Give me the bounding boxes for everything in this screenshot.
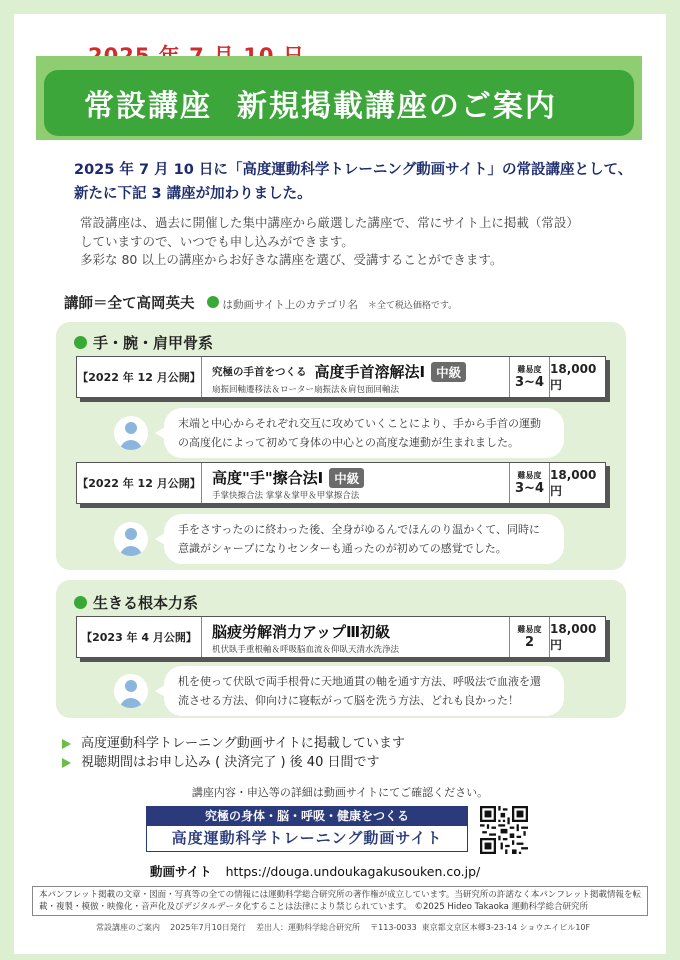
testimonial-bubble: 手をさすったのに終わった後、全身がゆるんでほんのり温かくて、同時に意識がシャープになりセンターも通ったのが初めての感覚でした。 — [164, 514, 564, 564]
category-bullet-icon — [74, 336, 87, 349]
info-bullets — [62, 734, 405, 772]
site-url-row — [150, 862, 480, 880]
level-badge: 中級 — [431, 362, 466, 382]
category-bullet-icon — [207, 296, 219, 308]
difficulty-value: 3~4 — [515, 481, 544, 496]
detail-note: 講座内容・申込等の詳細は動画サイトにてご確認ください。 — [191, 786, 489, 799]
description-line: 多彩な 80 以上の講座からお好きな講座を選び、受講することができます。 — [80, 252, 503, 267]
difficulty-value: 2 — [524, 635, 535, 650]
course-main — [202, 463, 510, 503]
course-title: 高度"手"擦合法Ⅰ — [212, 469, 324, 487]
description — [80, 214, 620, 270]
bullet-item: 高度運動科学トレーニング動画サイトに掲載しています — [62, 734, 405, 753]
testimonial — [114, 514, 564, 564]
difficulty — [510, 463, 550, 503]
testimonial — [114, 666, 564, 716]
page-title: 常設講座 新規掲載講座のご案内 — [84, 89, 557, 124]
course-subtitle: 机伏臥手重根軸＆呼吸脳血流＆仰臥天清水洗浄法 — [212, 645, 400, 655]
difficulty-label: 難易度 — [517, 625, 542, 634]
copyright-notice: 本パンフレット掲載の文章・図面・写真等の全ての情報には運動科学総合研究所の著作権が成立しています。当研究所の許諾なく本パンフレット掲載情報を転載・複製・模倣・映像化・音声化及びデジタルデータ化することは法律により禁じられています。 ©2025 Hideo Takaoka 運動科学総合研究所 — [32, 886, 648, 916]
title-banner — [44, 70, 634, 136]
course-card[interactable] — [76, 616, 606, 658]
site-logo-box[interactable] — [146, 806, 468, 852]
difficulty-label: 難易度 — [517, 471, 542, 480]
description-line: していますので、いつでも申し込みができます。 — [80, 233, 354, 249]
site-name: 高度運動科学トレーニング動画サイト — [171, 829, 443, 847]
course-price: 18,000 円 — [550, 467, 597, 498]
user-avatar-icon — [114, 674, 148, 708]
qr-code-icon[interactable] — [480, 806, 528, 854]
course-price: 18,000 円 — [550, 361, 597, 392]
testimonial — [114, 408, 564, 458]
testimonial-bubble: 机を使って伏臥で両手根骨に天地通貫の軸を通す方法、呼吸法で血液を還流させる方法、仰向けに寝転がって脳を洗う方法、どれも良かった！ — [164, 666, 564, 716]
category-panel — [56, 322, 626, 570]
lead-text: 2025 年 7 月 10 日に「高度運動科学トレーニング動画サイト」の常設講座として、新たに下記 3 講座が加わりました。 — [74, 162, 633, 202]
tax-note: ＊全て税込価格です。 — [367, 301, 458, 311]
course-published: 【2023 年 4 月公開】 — [77, 617, 202, 657]
site-url-label: 動画サイト — [150, 864, 212, 879]
user-avatar-icon — [114, 416, 148, 450]
course-price: 18,000 円 — [550, 621, 597, 652]
site-url-link[interactable]: https://douga.undoukagakusouken.co.jp/ — [225, 864, 481, 879]
course-subtitle: 扇振回軸遷移法＆ローター扇振法＆肩包面回軸法 — [212, 385, 400, 395]
course-title: 高度手首溶解法Ⅰ — [314, 363, 426, 381]
course-main — [202, 357, 510, 397]
course-title: 脳疲労解消力アップⅢ初級 — [212, 623, 391, 641]
footer-info: 常設講座のご案内 2025年7月10日発行 差出人：運動科学総合研究所 〒113-0033 東京都文京区本郷3-23-14 ショウエイビル10F — [96, 923, 591, 932]
difficulty — [510, 617, 550, 657]
triangle-bullet-icon — [62, 739, 71, 749]
difficulty-label: 難易度 — [517, 365, 542, 374]
difficulty — [510, 357, 550, 397]
difficulty-value: 3~4 — [515, 375, 544, 390]
site-tagline: 究極の身体・脳・呼吸・健康をつくる — [147, 807, 467, 826]
course-card[interactable] — [76, 462, 606, 504]
category-bullet-icon — [74, 596, 87, 609]
course-main — [202, 617, 510, 657]
course-published: 【2022 年 12 月公開】 — [77, 357, 202, 397]
course-subtitle: 手掌快擦合法 掌掌＆掌甲＆甲掌擦合法 — [212, 491, 360, 501]
category-title: 手・腕・肩甲骨系 — [74, 332, 213, 353]
bullet-item: 視聴期間はお申し込み ( 決済完了 ) 後 40 日間です — [62, 753, 405, 772]
instructor-row — [64, 292, 457, 313]
user-avatar-icon — [114, 522, 148, 556]
category-note: は動画サイト上のカテゴリ名 — [222, 299, 358, 311]
category-title: 生きる根本力系 — [74, 592, 198, 613]
category-panel — [56, 580, 626, 718]
course-card[interactable] — [76, 356, 606, 398]
level-badge: 中級 — [329, 468, 364, 488]
testimonial-bubble: 末端と中心からそれぞれ交互に攻めていくことにより、手から手首の運動の高度化によって初めて身体の中心との高度な連動が生まれました。 — [164, 408, 564, 458]
triangle-bullet-icon — [62, 758, 71, 768]
instructor-name: 講師＝全て高岡英夫 — [64, 296, 195, 312]
description-line: 常設講座は、過去に開催した集中講座から厳選した講座で、常にサイト上に掲載（常設） — [80, 215, 579, 230]
course-prefix: 究極の手首をつくる — [212, 366, 307, 378]
course-published: 【2022 年 12 月公開】 — [77, 463, 202, 503]
